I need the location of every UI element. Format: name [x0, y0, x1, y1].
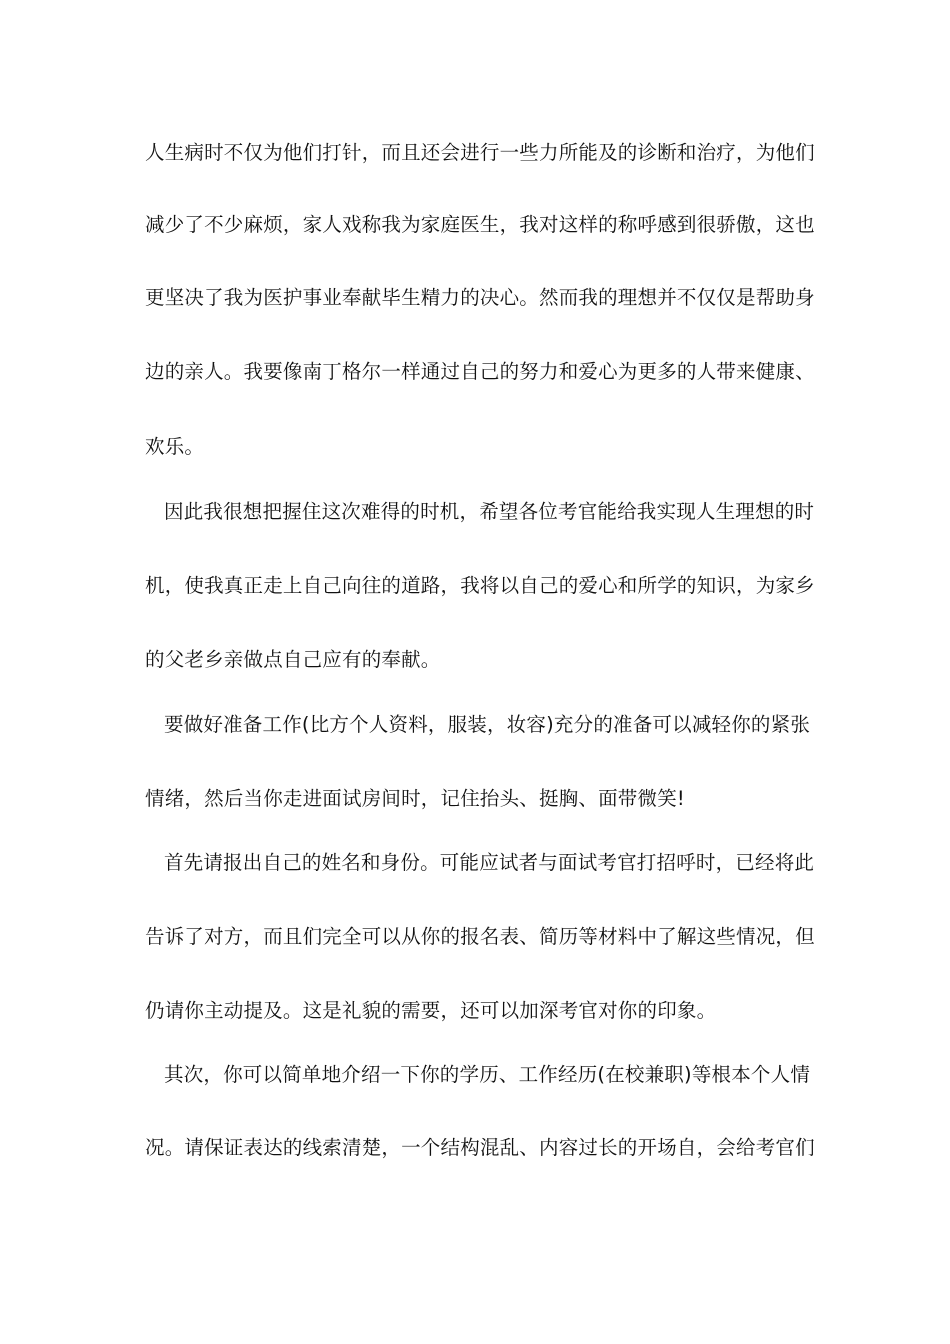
text-line: 的父老乡亲做点自己应有的奉献。 [145, 648, 441, 671]
text-line: 情绪，然后当你走进面试房间时，记住抬头、挺胸、面带微笑! [145, 787, 685, 810]
text-line: 人生病时不仅为他们打针，而且还会进行一些力所能及的诊断和治疗，为他们 [145, 141, 815, 164]
text-line: 仍请你主动提及。这是礼貌的需要，还可以加深考官对你的印象。 [145, 999, 717, 1022]
paragraph-start-line: 因此我很想把握住这次难得的时机，希望各位考官能给我实现人生理想的时 [164, 500, 815, 523]
text-line: 减少了不少麻烦，家人戏称我为家庭医生，我对这样的称呼感到很骄傲，这也 [145, 213, 815, 236]
paragraph-start-line: 首先请报出自己的姓名和身份。可能应试者与面试考官打招呼时，已经将此 [164, 851, 815, 874]
text-line: 告诉了对方，而且们完全可以从你的报名表、简历等材料中了解这些情况，但 [145, 925, 815, 948]
paragraph-start-line: 要做好准备工作(比方个人资料，服装，妆容)充分的准备可以减轻你的紧张 [164, 713, 811, 736]
paragraph-start-line: 其次，你可以简单地介绍一下你的学历、工作经历(在校兼职)等根本个人情 [164, 1063, 811, 1086]
text-line: 况。请保证表达的线索清楚，一个结构混乱、内容过长的开场自，会给考官们 [145, 1136, 815, 1159]
text-line: 边的亲人。我要像南丁格尔一样通过自己的努力和爱心为更多的人带来健康、 [145, 360, 815, 383]
text-line: 欢乐。 [145, 435, 205, 458]
text-line: 机，使我真正走上自己向往的道路，我将以自己的爱心和所学的知识，为家乡 [145, 574, 815, 597]
text-line: 更坚决了我为医护事业奉献毕生精力的决心。然而我的理想并不仅仅是帮助身 [145, 286, 815, 309]
